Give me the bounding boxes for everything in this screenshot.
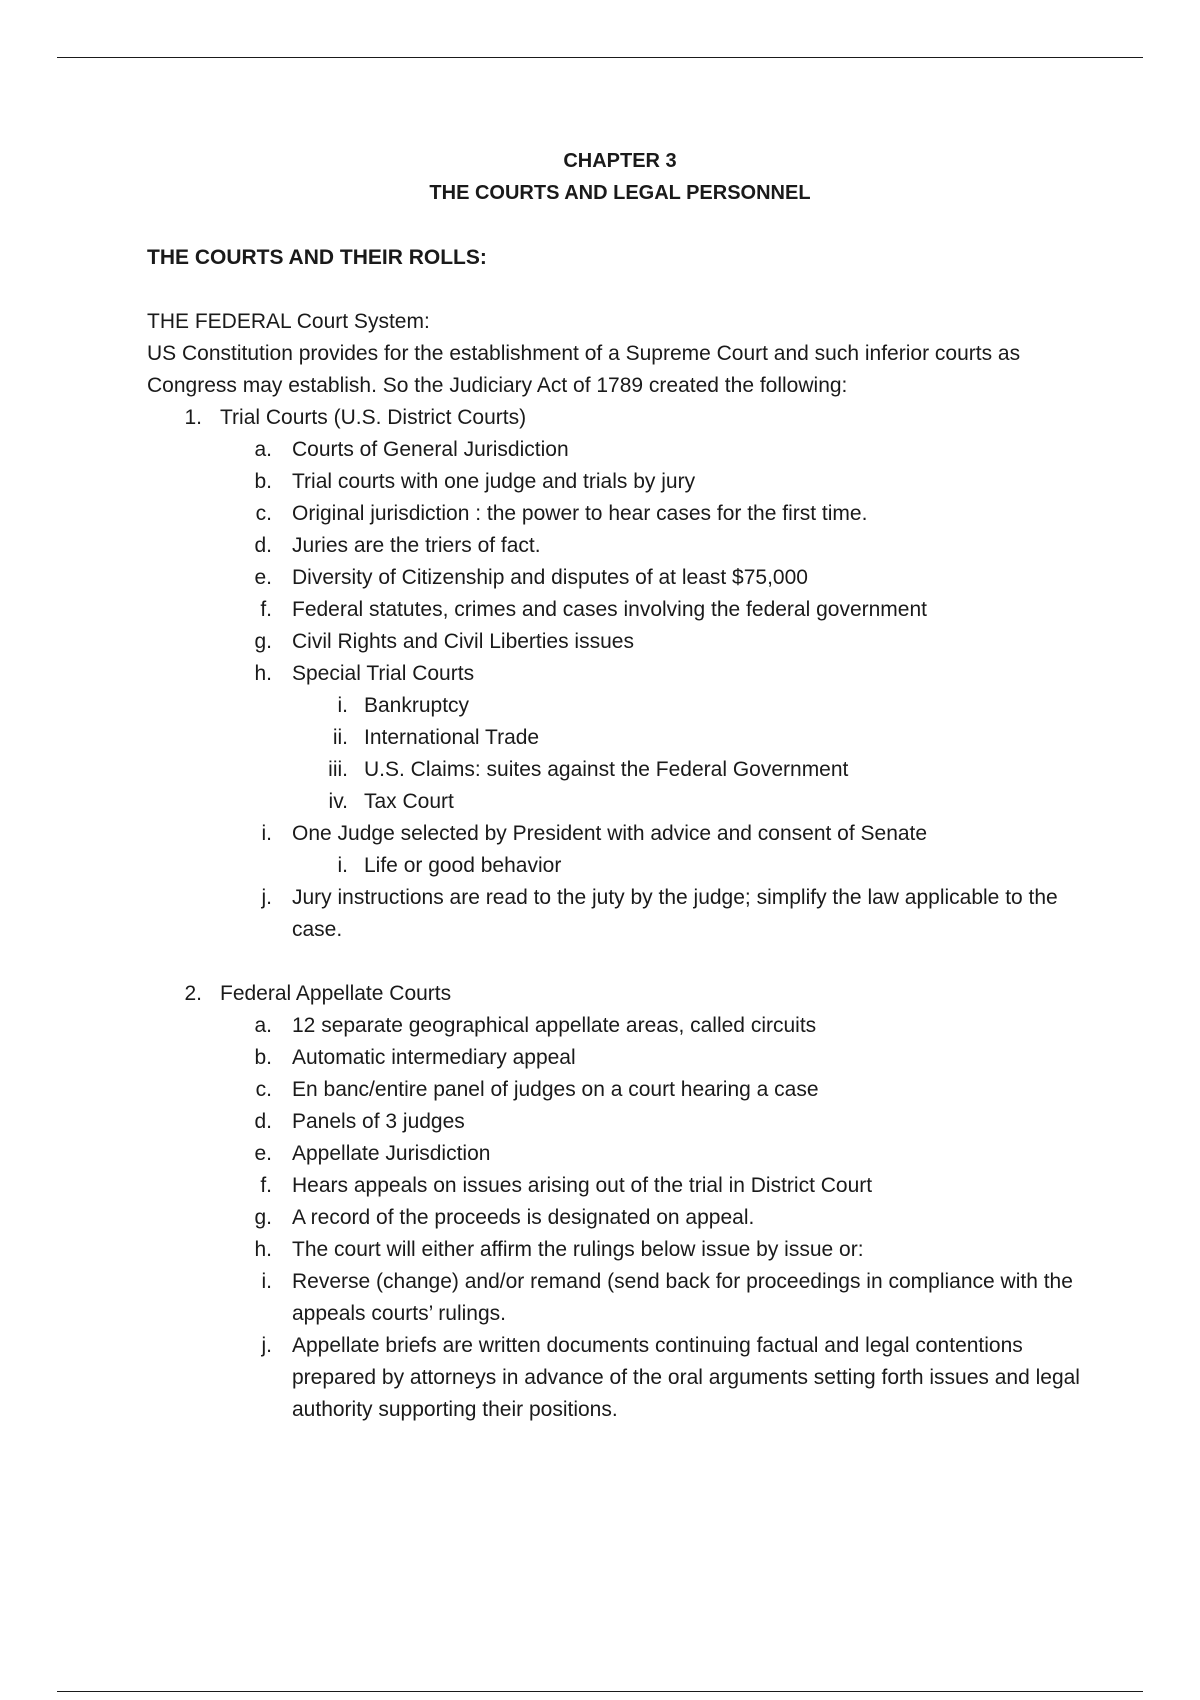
section-heading: THE COURTS AND THEIR ROLLS: bbox=[147, 246, 487, 269]
list-item: En banc/entire panel of judges on a court hearing a case bbox=[292, 1078, 819, 1101]
list-marker: g. bbox=[254, 630, 272, 653]
list-marker: c. bbox=[255, 502, 272, 525]
list-marker: c. bbox=[255, 1078, 272, 1101]
list-item: Life or good behavior bbox=[364, 854, 562, 877]
list-marker: g. bbox=[254, 1206, 272, 1229]
list-marker: h. bbox=[254, 662, 272, 685]
list-marker: j. bbox=[261, 886, 272, 909]
list-item: Bankruptcy bbox=[364, 694, 470, 717]
list-marker: i. bbox=[337, 694, 348, 717]
list-marker: f. bbox=[260, 598, 272, 621]
list-item: Reverse (change) and/or remand (send back for proceedings in compliance with the appeals courts’ rulings. bbox=[292, 1270, 1073, 1325]
list-marker: d. bbox=[254, 534, 272, 557]
list-marker: h. bbox=[254, 1238, 272, 1261]
list-item: Appellate Jurisdiction bbox=[292, 1142, 491, 1165]
system-heading: THE FEDERAL Court System: bbox=[147, 310, 430, 333]
list-item: Hears appeals on issues arising out of the trial in District Court bbox=[292, 1174, 873, 1197]
list-marker: i. bbox=[261, 1270, 272, 1293]
list-item: Trial courts with one judge and trials by jury bbox=[292, 470, 696, 493]
list-item: 12 separate geographical appellate areas, called circuits bbox=[292, 1014, 817, 1037]
list-marker: b. bbox=[254, 470, 272, 493]
list-item: Original jurisdiction : the power to hear cases for the first time. bbox=[292, 502, 868, 525]
list-marker: i. bbox=[337, 854, 348, 877]
list-item: Juries are the triers of fact. bbox=[292, 534, 541, 557]
list-marker: j. bbox=[261, 1334, 272, 1357]
list-item: Special Trial Courts bbox=[292, 662, 475, 685]
list-item: Appellate briefs are written documents continuing factual and legal contentions prepared by attorneys in advance of the oral arguments setting forth issues and legal authority supporting their positions. bbox=[292, 1334, 1080, 1421]
list-item: Diversity of Citizenship and disputes of at least $75,000 bbox=[292, 566, 808, 589]
chapter-number: CHAPTER 3 bbox=[563, 150, 677, 172]
list-marker: d. bbox=[254, 1110, 272, 1133]
top-rule bbox=[57, 57, 1143, 58]
list-item: Panels of 3 judges bbox=[292, 1110, 465, 1133]
list-marker: e. bbox=[254, 566, 272, 589]
list-marker: i. bbox=[261, 822, 272, 845]
list-marker: 1. bbox=[184, 406, 202, 429]
list-marker: 2. bbox=[184, 982, 202, 1005]
list-item: Tax Court bbox=[364, 790, 454, 813]
list-item: A record of the proceeds is designated on appeal. bbox=[292, 1206, 755, 1229]
list-item: International Trade bbox=[364, 726, 540, 749]
list-marker: a. bbox=[254, 1014, 272, 1037]
chapter-title: THE COURTS AND LEGAL PERSONNEL bbox=[429, 182, 811, 204]
list-item: Federal statutes, crimes and cases involving the federal government bbox=[292, 598, 927, 621]
list-item: One Judge selected by President with advice and consent of Senate bbox=[292, 822, 928, 845]
list-item: Civil Rights and Civil Liberties issues bbox=[292, 630, 634, 653]
list-marker: b. bbox=[254, 1046, 272, 1069]
list-item: U.S. Claims: suites against the Federal Government bbox=[364, 758, 849, 781]
list-marker: e. bbox=[254, 1142, 272, 1165]
list-item: Automatic intermediary appeal bbox=[292, 1046, 576, 1069]
list-item: The court will either affirm the rulings below issue by issue or: bbox=[292, 1238, 864, 1261]
appellate-courts-title: Federal Appellate Courts bbox=[220, 982, 452, 1005]
list-item: Courts of General Jurisdiction bbox=[292, 438, 569, 461]
list-marker: a. bbox=[254, 438, 272, 461]
list-marker: iii. bbox=[328, 758, 348, 781]
intro-line-2: Congress may establish. So the Judiciary Act of 1789 created the following: bbox=[147, 374, 848, 397]
list-item: Jury instructions are read to the juty by the judge; simplify the law applicable to the case. bbox=[292, 886, 1058, 941]
list-marker: ii. bbox=[332, 726, 348, 749]
bottom-rule bbox=[57, 1691, 1143, 1692]
list-marker: iv. bbox=[328, 790, 348, 813]
trial-courts-title: Trial Courts (U.S. District Courts) bbox=[220, 406, 527, 429]
intro-line-1: US Constitution provides for the establishment of a Supreme Court and such inferior courts as bbox=[147, 342, 1021, 365]
list-marker: f. bbox=[260, 1174, 272, 1197]
